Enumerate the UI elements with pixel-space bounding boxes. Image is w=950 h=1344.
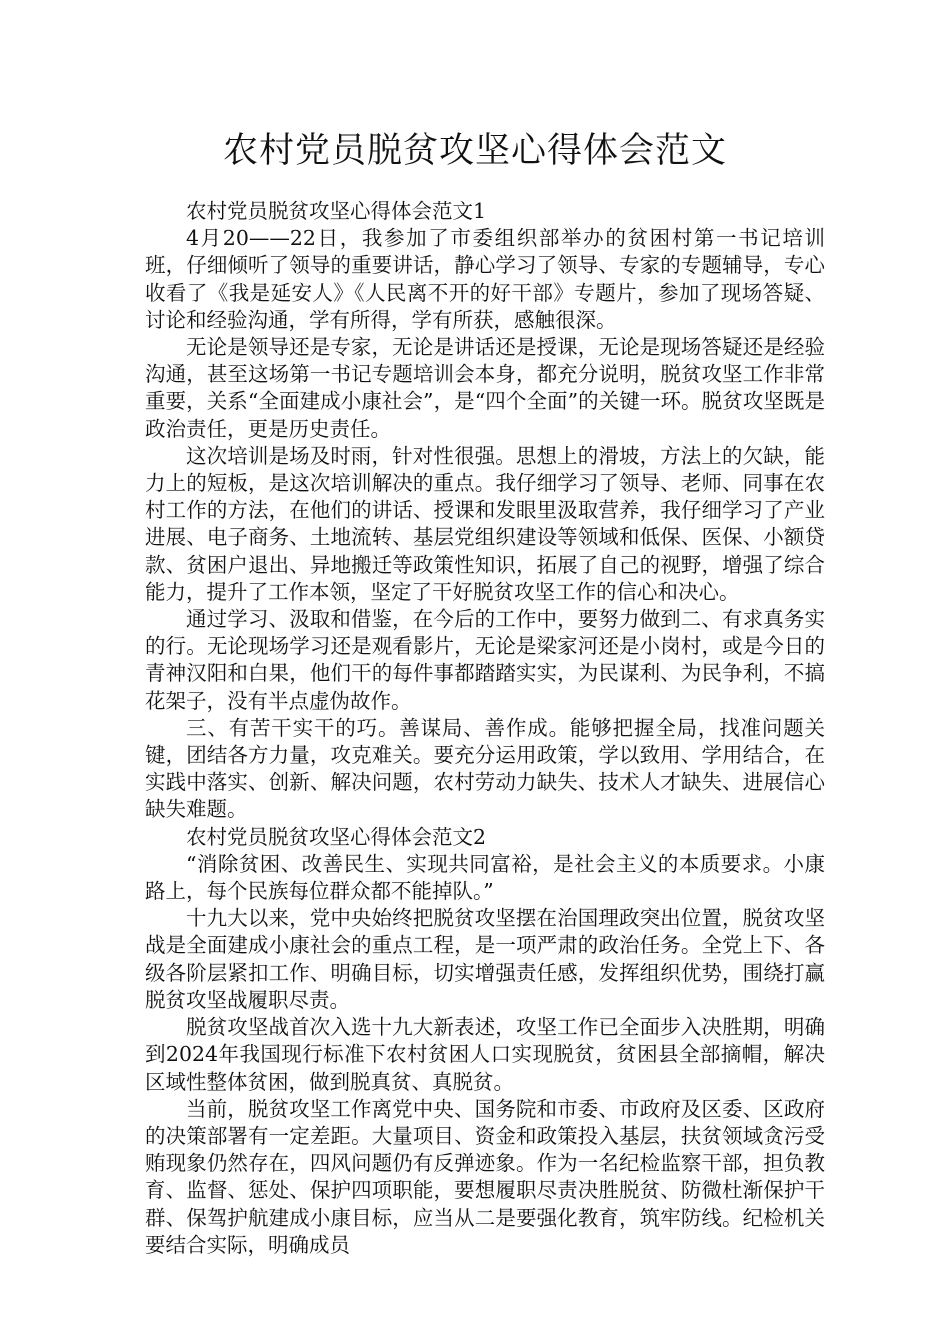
section-heading-2: 农村党员脱贫攻坚心得体会范文2 (186, 824, 487, 849)
paragraph: 当前，脱贫攻坚工作离党中央、国务院和市委、市政府及区委、区政府的决策部署有一定差距。大量项目、资金和政策投入基层，扶贫领域贪污受贿现象仍然存在，四风问题仍有反弹迹象。作为一名纪检监察干部，担负教育、监督、惩处、保护四项职能，要想履职尽责决胜脱贫、防微杜渐保护干群、保驾护航建成小康目标，应当从二是要强化教育，筑牢防线。纪检机关要结合实际，明确成员 (145, 1096, 825, 1257)
section-heading-1: 农村党员脱贫攻坚心得体会范文1 (186, 199, 487, 223)
paragraph: 十九大以来，党中央始终把脱贫攻坚摆在治国理政突出位置，脱贫攻坚战是全面建成小康社会的重点工程，是一项严肃的政治任务。全党上下、各级各阶层紧扣工作、明确目标，切实增强责任感，发挥组织优势，围绕打赢脱贫攻坚战履职尽责。 (145, 906, 825, 1012)
paragraph: 脱贫攻坚战首次入选十九大新表述，攻坚工作已全面步入决胜期，明确到2024年我国现行标准下农村贫困人口实现脱贫，贫困县全部摘帽，解决区域性整体贫困，做到脱真贫、真脱贫。 (145, 1015, 825, 1094)
paragraph: “消除贫困、改善民生、实现共同富裕，是社会主义的本质要求。小康路上，每个民族每位群众都不能掉队。” (145, 851, 825, 904)
document-body (145, 198, 825, 1259)
paragraph: 4月20——22日，我参加了市委组织部举办的贫困村第一书记培训班，仔细倾听了领导的重要讲话，静心学习了领导、专家的专题辅导，专心收看了《我是延安人》《人民离不开的好干部》专题片，参加了现场答疑、讨论和经验沟通，学有所得，学有所获，感触很深。 (145, 226, 825, 332)
document-title: 农村党员脱贫攻坚心得体会范文 (222, 131, 727, 171)
paragraph: 无论是领导还是专家，无论是讲话还是授课，无论是现场答疑还是经验沟通，甚至这场第一书记专题培训会本身，都充分说明，脱贫攻坚工作非常重要，关系“全面建成小康社会”，是“四个全面”的关键一环。脱贫攻坚既是政治责任，更是历史责任。 (145, 335, 825, 441)
paragraph: 三、有苦干实干的巧。善谋局、善作成。能够把握全局，找准问题关键，团结各方力量，攻克难关。要充分运用政策，学以致用、学用结合，在实践中落实、创新、解决问题，农村劳动力缺失、技术人才缺失、进展信心缺失难题。 (145, 715, 825, 822)
paragraph: 这次培训是场及时雨，针对性很强。思想上的滑坡，方法上的欠缺，能力上的短板，是这次培训解决的重点。我仔细学习了领导、老师、同事在农村工作的方法，在他们的讲话、授课和发眼里汲取营养，我仔细学习了产业进展、电子商务、土地流转、基层党组织建设等领域和低保、医保、小额贷款、贫困户退出、异地搬迁等政策性知识，拓展了自己的视野，增强了综合能力，提升了工作本领，坚定了干好脱贫攻坚工作的信心和决心。 (145, 443, 825, 604)
paragraph: 通过学习、汲取和借鉴，在今后的工作中，要努力做到二、有求真务实的行。无论现场学习还是观看影片，无论是梁家河还是小岗村，或是今日的青神汉阳和白果，他们干的每件事都踏踏实实，为民谋利、为民争利，不搞花架子，没有半点虚伪故作。 (145, 607, 825, 713)
